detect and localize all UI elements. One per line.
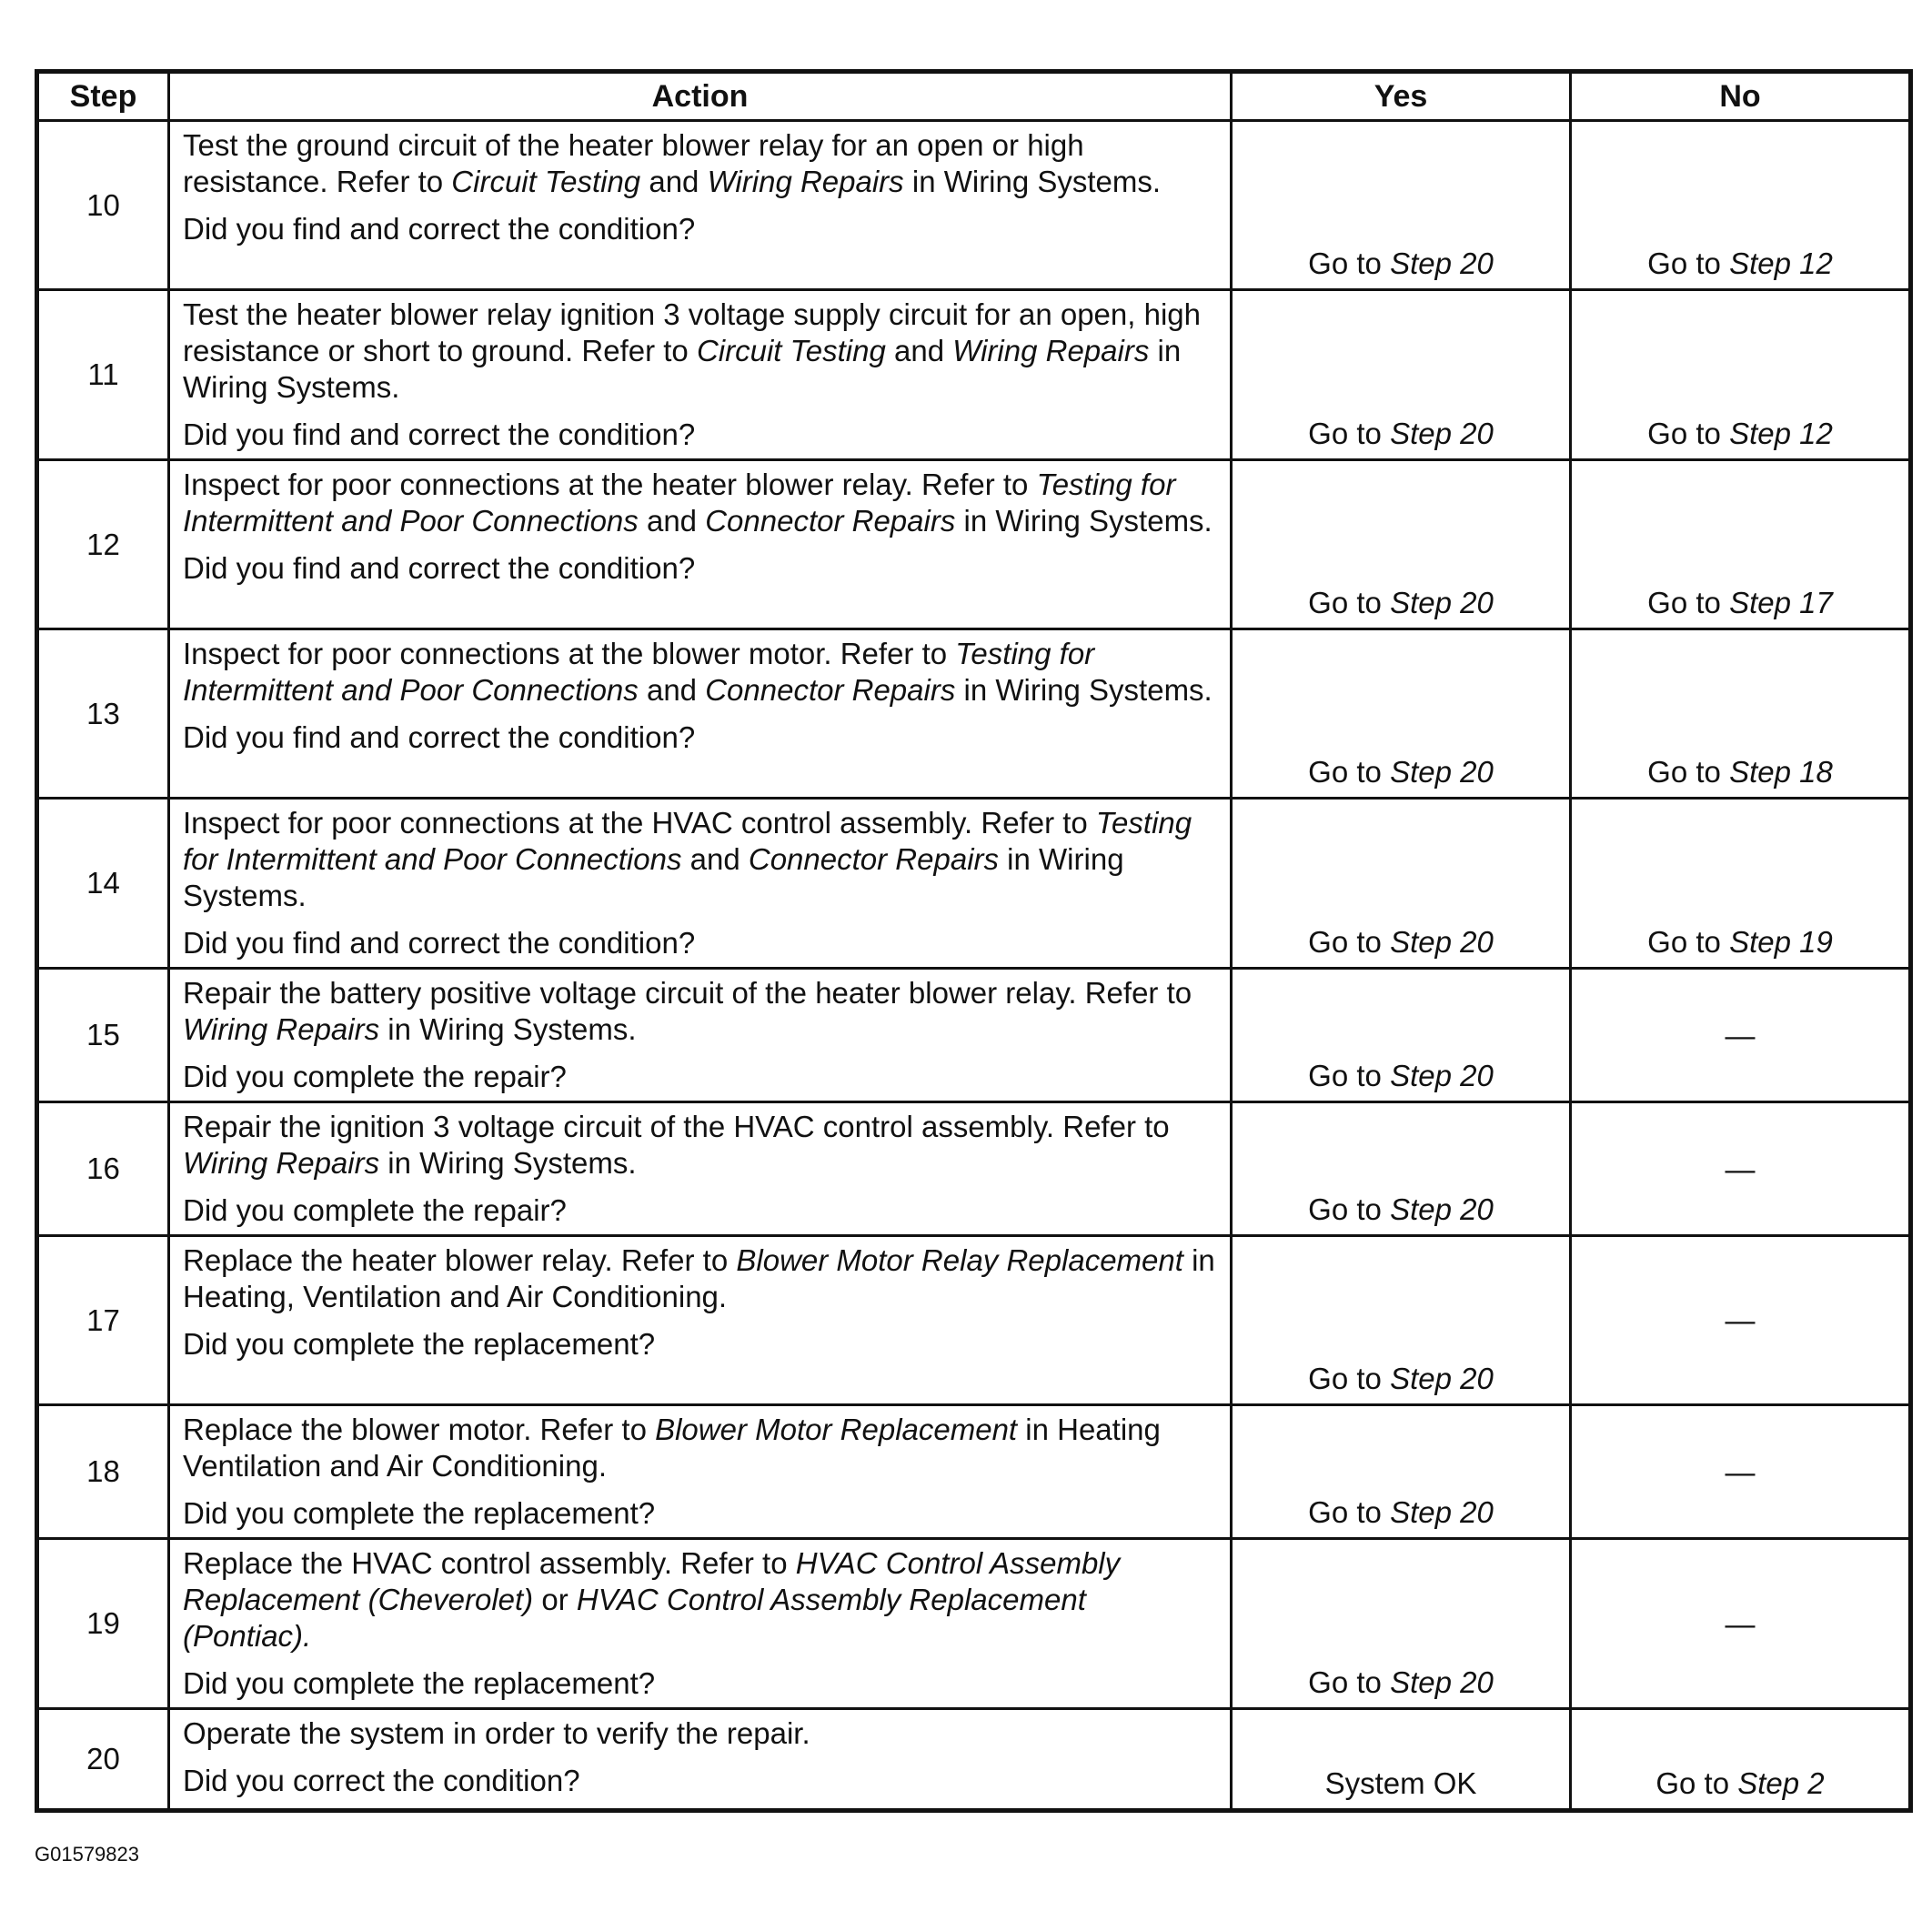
action-text: in Wiring Systems. (903, 165, 1162, 198)
go-to-prefix: Go to (1308, 246, 1391, 280)
no-outcome (1571, 1539, 1911, 1709)
step-number: 18 (37, 1405, 169, 1539)
no-outcome (1571, 290, 1911, 460)
step-number: 12 (37, 460, 169, 629)
action-question: Did you find and correct the condition? (183, 212, 696, 246)
action-cell (169, 799, 1232, 969)
go-to-prefix: Go to (1308, 417, 1391, 450)
action-cell (169, 121, 1232, 290)
action-text: in Wiring Systems. (379, 1012, 637, 1046)
diagnostic-table-container (35, 69, 1908, 1813)
table-row (37, 969, 1911, 1102)
action-cell (169, 1102, 1232, 1236)
table-row (37, 460, 1911, 629)
go-to-prefix: Go to (1655, 1766, 1738, 1800)
no-outcome (1571, 1709, 1911, 1811)
action-text: Replace the heater blower relay. Refer to (183, 1243, 737, 1277)
reference-title: Testing for Intermittent and Poor Connections (183, 468, 1176, 538)
yes-outcome (1232, 290, 1571, 460)
table-row (37, 1539, 1911, 1709)
action-text: in Heating, Ventilation and Air Conditioning. (183, 1243, 1215, 1313)
action-description (183, 805, 1217, 914)
reference-title: Wiring Repairs (183, 1146, 380, 1180)
yes-outcome (1232, 1236, 1571, 1405)
action-question: Did you find and correct the condition? (183, 551, 696, 585)
go-to-prefix: Go to (1647, 246, 1730, 280)
action-question: Did you complete the repair? (183, 1060, 567, 1093)
table-row (37, 629, 1911, 799)
reference-title: HVAC Control Assembly Replacement (Pontiac). (183, 1583, 1086, 1653)
no-action-dash: — (1725, 1454, 1756, 1489)
step-reference: Step 20 (1390, 755, 1494, 789)
go-to-prefix: Go to (1308, 1059, 1391, 1092)
go-to-prefix: Go to (1308, 586, 1391, 619)
no-outcome (1571, 1236, 1911, 1405)
action-cell (169, 460, 1232, 629)
no-outcome (1571, 121, 1911, 290)
action-text: and (638, 673, 706, 707)
reference-title: HVAC Control Assembly Replacement (Cheverolet) (183, 1546, 1121, 1616)
action-text: in Wiring Systems. (955, 673, 1213, 707)
action-cell (169, 969, 1232, 1102)
action-cell (169, 1539, 1232, 1709)
yes-outcome (1232, 799, 1571, 969)
action-text: Operate the system in order to verify the repair. (183, 1716, 810, 1750)
action-description (183, 127, 1217, 200)
action-description (183, 1545, 1217, 1654)
outcome-text: System OK (1324, 1766, 1477, 1800)
reference-title: Connector Repairs (705, 673, 956, 707)
action-description (183, 975, 1217, 1048)
action-text: or (533, 1583, 577, 1616)
reference-title: Blower Motor Replacement (655, 1413, 1018, 1446)
yes-outcome (1232, 1405, 1571, 1539)
action-cell (169, 290, 1232, 460)
reference-title: Testing for Intermittent and Poor Connections (183, 806, 1192, 876)
action-text: Test the heater blower relay ignition 3 voltage supply circuit for an open, high resistance or short to ground. Refer to (183, 297, 1201, 367)
action-text: Inspect for poor connections at the blower motor. Refer to (183, 637, 956, 670)
no-outcome (1571, 1102, 1911, 1236)
reference-title: Circuit Testing (451, 165, 641, 198)
step-number: 14 (37, 799, 169, 969)
step-reference: Step 20 (1390, 586, 1494, 619)
step-number: 13 (37, 629, 169, 799)
step-reference: Step 12 (1729, 417, 1833, 450)
yes-outcome (1232, 629, 1571, 799)
action-description (183, 1242, 1217, 1315)
action-text: Replace the blower motor. Refer to (183, 1413, 656, 1446)
action-question: Did you find and correct the condition? (183, 926, 696, 960)
action-question: Did you complete the replacement? (183, 1496, 656, 1530)
action-text: Inspect for poor connections at the HVAC control assembly. Refer to (183, 806, 1096, 840)
go-to-prefix: Go to (1308, 925, 1391, 959)
reference-title: Wiring Repairs (952, 334, 1150, 367)
reference-title: Wiring Repairs (183, 1012, 380, 1046)
action-description (183, 297, 1217, 406)
go-to-prefix: Go to (1647, 925, 1730, 959)
table-row (37, 290, 1911, 460)
action-text: in Wiring Systems. (955, 504, 1213, 538)
go-to-prefix: Go to (1308, 1495, 1391, 1529)
action-question: Did you complete the replacement? (183, 1327, 656, 1361)
action-question: Did you correct the condition? (183, 1764, 580, 1797)
step-reference: Step 17 (1729, 586, 1833, 619)
go-to-prefix: Go to (1308, 1665, 1391, 1699)
table-row (37, 1709, 1911, 1811)
action-cell (169, 1405, 1232, 1539)
step-reference: Step 12 (1729, 246, 1833, 280)
action-description (183, 1715, 1217, 1752)
reference-title: Blower Motor Relay Replacement (736, 1243, 1183, 1277)
table-row (37, 799, 1911, 969)
action-text: in Wiring Systems. (183, 334, 1182, 404)
yes-outcome (1232, 1709, 1571, 1811)
action-text: and (885, 334, 953, 367)
no-outcome (1571, 799, 1911, 969)
go-to-prefix: Go to (1647, 755, 1730, 789)
go-to-prefix: Go to (1647, 417, 1730, 450)
reference-title: Connector Repairs (748, 842, 1000, 876)
table-row (37, 1102, 1911, 1236)
action-description (183, 467, 1217, 539)
action-question: Did you find and correct the condition? (183, 417, 696, 451)
column-header-no: No (1571, 72, 1911, 121)
go-to-prefix: Go to (1308, 1192, 1391, 1226)
table-header-row (37, 72, 1911, 121)
action-text: and (640, 165, 708, 198)
column-header-yes: Yes (1232, 72, 1571, 121)
table-row (37, 1405, 1911, 1539)
step-reference: Step 2 (1737, 1766, 1825, 1800)
no-outcome (1571, 969, 1911, 1102)
table-row (37, 1236, 1911, 1405)
step-number: 11 (37, 290, 169, 460)
yes-outcome (1232, 969, 1571, 1102)
go-to-prefix: Go to (1308, 1362, 1391, 1395)
action-description (183, 1109, 1217, 1182)
step-reference: Step 18 (1729, 755, 1833, 789)
step-reference: Step 20 (1390, 1192, 1494, 1226)
step-reference: Step 20 (1390, 246, 1494, 280)
column-header-step: Step (37, 72, 169, 121)
no-action-dash: — (1725, 1152, 1756, 1186)
yes-outcome (1232, 1102, 1571, 1236)
action-text: in Heating Ventilation and Air Conditioning. (183, 1413, 1161, 1483)
step-number: 20 (37, 1709, 169, 1811)
action-cell (169, 629, 1232, 799)
yes-outcome (1232, 121, 1571, 290)
action-text: Repair the ignition 3 voltage circuit of the HVAC control assembly. Refer to (183, 1110, 1170, 1143)
table-body (37, 121, 1911, 1811)
no-action-dash: — (1725, 1018, 1756, 1052)
no-outcome (1571, 1405, 1911, 1539)
reference-title: Testing for Intermittent and Poor Connections (183, 637, 1095, 707)
figure-id-label: G01579823 (35, 1843, 139, 1866)
action-text: in Wiring Systems. (379, 1146, 637, 1180)
step-reference: Step 20 (1390, 925, 1494, 959)
step-number: 15 (37, 969, 169, 1102)
no-action-dash: — (1725, 1303, 1756, 1337)
action-text: and (638, 504, 706, 538)
reference-title: Circuit Testing (696, 334, 886, 367)
column-header-action: Action (169, 72, 1232, 121)
no-outcome (1571, 629, 1911, 799)
action-description (183, 636, 1217, 709)
action-question: Did you complete the replacement? (183, 1666, 656, 1700)
action-text: Replace the HVAC control assembly. Refer to (183, 1546, 796, 1580)
action-text: in Wiring Systems. (183, 842, 1124, 912)
action-text: and (681, 842, 749, 876)
reference-title: Connector Repairs (705, 504, 956, 538)
no-outcome (1571, 460, 1911, 629)
no-action-dash: — (1725, 1606, 1756, 1641)
go-to-prefix: Go to (1308, 755, 1391, 789)
table-row (37, 121, 1911, 290)
step-reference: Step 20 (1390, 1495, 1494, 1529)
diagnostic-table (35, 69, 1913, 1813)
step-number: 16 (37, 1102, 169, 1236)
action-description (183, 1412, 1217, 1484)
step-reference: Step 20 (1390, 1059, 1494, 1092)
action-question: Did you find and correct the condition? (183, 720, 696, 754)
reference-title: Wiring Repairs (707, 165, 904, 198)
step-reference: Step 20 (1390, 417, 1494, 450)
step-reference: Step 19 (1729, 925, 1833, 959)
step-number: 19 (37, 1539, 169, 1709)
action-text: Test the ground circuit of the heater blower relay for an open or high resistance. Refer to (183, 128, 1084, 198)
action-cell (169, 1709, 1232, 1811)
action-cell (169, 1236, 1232, 1405)
yes-outcome (1232, 1539, 1571, 1709)
step-number: 10 (37, 121, 169, 290)
action-text: Repair the battery positive voltage circuit of the heater blower relay. Refer to (183, 976, 1192, 1010)
action-text: Inspect for poor connections at the heater blower relay. Refer to (183, 468, 1037, 501)
go-to-prefix: Go to (1647, 586, 1730, 619)
step-reference: Step 20 (1390, 1665, 1494, 1699)
action-question: Did you complete the repair? (183, 1193, 567, 1227)
step-reference: Step 20 (1390, 1362, 1494, 1395)
yes-outcome (1232, 460, 1571, 629)
step-number: 17 (37, 1236, 169, 1405)
